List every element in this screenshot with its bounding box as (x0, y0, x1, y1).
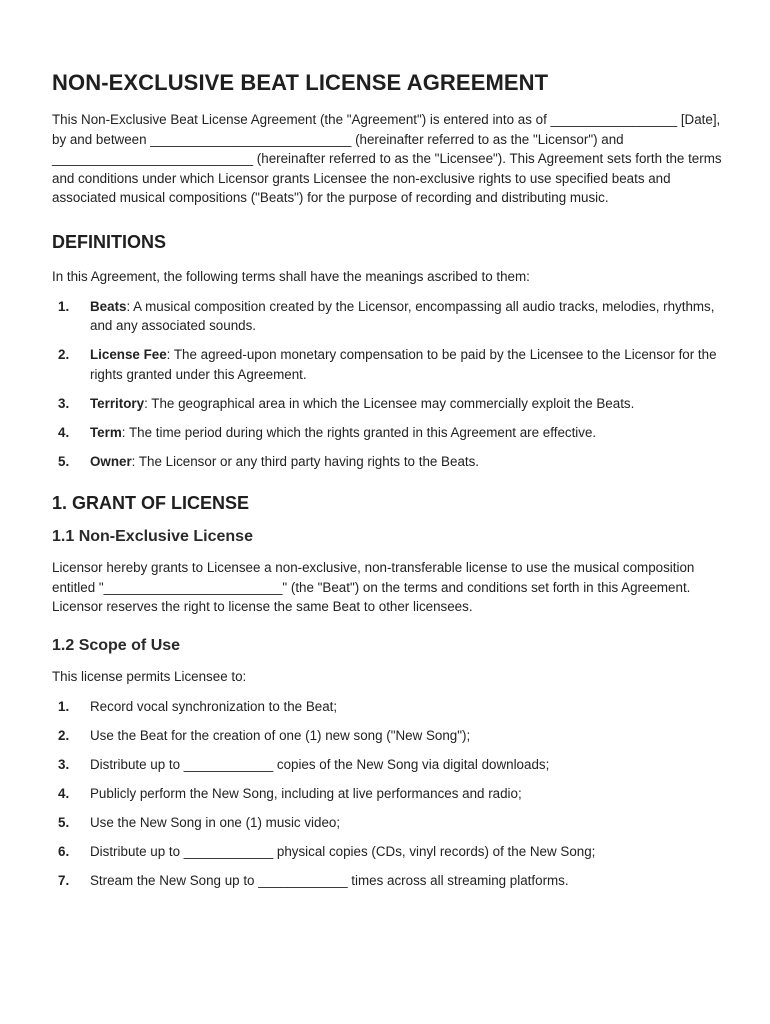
list-number: 5. (58, 453, 70, 469)
intro-paragraph: This Non-Exclusive Beat License Agreement (the "Agreement") is entered into as of _________________ [Date], by and between ___________________________ (hereinafter referred to as the "Licensor") and ___________________________ (hereinafter referred to as the "Licensee"). This Agreement sets forth the terms and conditions under which Licensor grants Licensee the non-exclusive rights to use specified beats and associated musical compositions ("Beats") for the purpose of recording and distributing music. (52, 112, 722, 206)
definition-item (52, 452, 722, 472)
list-item (52, 842, 722, 862)
list-number: 4. (58, 424, 70, 440)
list-item-text: Stream the New Song up to ____________ times across all streaming platforms. (90, 872, 569, 888)
definition-term: Owner (90, 453, 132, 469)
list-number: 3. (58, 756, 70, 772)
list-item-text: Record vocal synchronization to the Beat; (90, 698, 338, 714)
document-title: NON-EXCLUSIVE BEAT LICENSE AGREEMENT (52, 70, 549, 95)
list-number: 6. (58, 843, 70, 859)
definition-item (52, 345, 722, 384)
scope-of-use-list (52, 697, 722, 891)
grant-of-license-heading: 1. GRANT OF LICENSE (52, 493, 250, 514)
definition-item (52, 297, 722, 336)
definition-term: Beats (90, 298, 127, 314)
list-item (52, 755, 722, 775)
definition-text: : The Licensor or any third party having rights to the Beats. (131, 453, 480, 469)
definition-term: License Fee (90, 347, 167, 363)
non-exclusive-license-text: Licensor hereby grants to Licensee a non-exclusive, non-transferable license to use the musical composition entitled "________________________" (the "Beat") on the terms and conditions set forth in this Agreement. Licensor reserves the right to license the same Beat to other licensees. (52, 560, 695, 615)
scope-of-use-lead: This license permits Licensee to: (52, 669, 247, 685)
list-item-text: Distribute up to ____________ physical copies (CDs, vinyl records) of the New Song; (90, 843, 596, 859)
list-item (52, 784, 722, 804)
list-number: 3. (58, 395, 70, 411)
definition-term: Territory (90, 395, 145, 411)
definitions-lead: In this Agreement, the following terms shall have the meanings ascribed to them: (52, 268, 530, 284)
list-item (52, 726, 722, 746)
list-item-text: Use the Beat for the creation of one (1) new song ("New Song"); (90, 727, 471, 743)
non-exclusive-license-heading: 1.1 Non-Exclusive License (52, 528, 253, 546)
list-number: 5. (58, 814, 70, 830)
definition-text: : A musical composition created by the Licensor, encompassing all audio tracks, melodies, rhythms, and any associated sounds. (90, 298, 715, 334)
list-number: 7. (58, 872, 70, 888)
list-item (52, 813, 722, 833)
definition-text: : The agreed-upon monetary compensation to be paid by the Licensee to the Licensor for the rights granted under this Agreement. (90, 347, 717, 382)
list-item-text: Use the New Song in one (1) music video; (90, 814, 341, 830)
definition-item (52, 423, 722, 443)
list-number: 2. (58, 347, 70, 363)
definitions-list (52, 297, 722, 472)
list-number: 1. (58, 298, 70, 314)
list-number: 4. (58, 785, 70, 801)
list-item (52, 871, 722, 891)
definitions-heading: DEFINITIONS (52, 231, 167, 252)
scope-of-use-heading: 1.2 Scope of Use (52, 637, 181, 655)
list-item-text: Distribute up to ____________ copies of the New Song via digital downloads; (90, 756, 550, 772)
definition-text: : The geographical area in which the Licensee may commercially exploit the Beats. (144, 395, 635, 411)
definition-item (52, 394, 722, 414)
list-number: 2. (58, 727, 70, 743)
document-page (52, 70, 722, 900)
list-item (52, 697, 722, 717)
definition-term: Term (90, 424, 122, 440)
definition-text: : The time period during which the rights granted in this Agreement are effective. (121, 424, 597, 440)
list-item-text: Publicly perform the New Song, including at live performances and radio; (90, 785, 522, 801)
list-number: 1. (58, 698, 70, 714)
